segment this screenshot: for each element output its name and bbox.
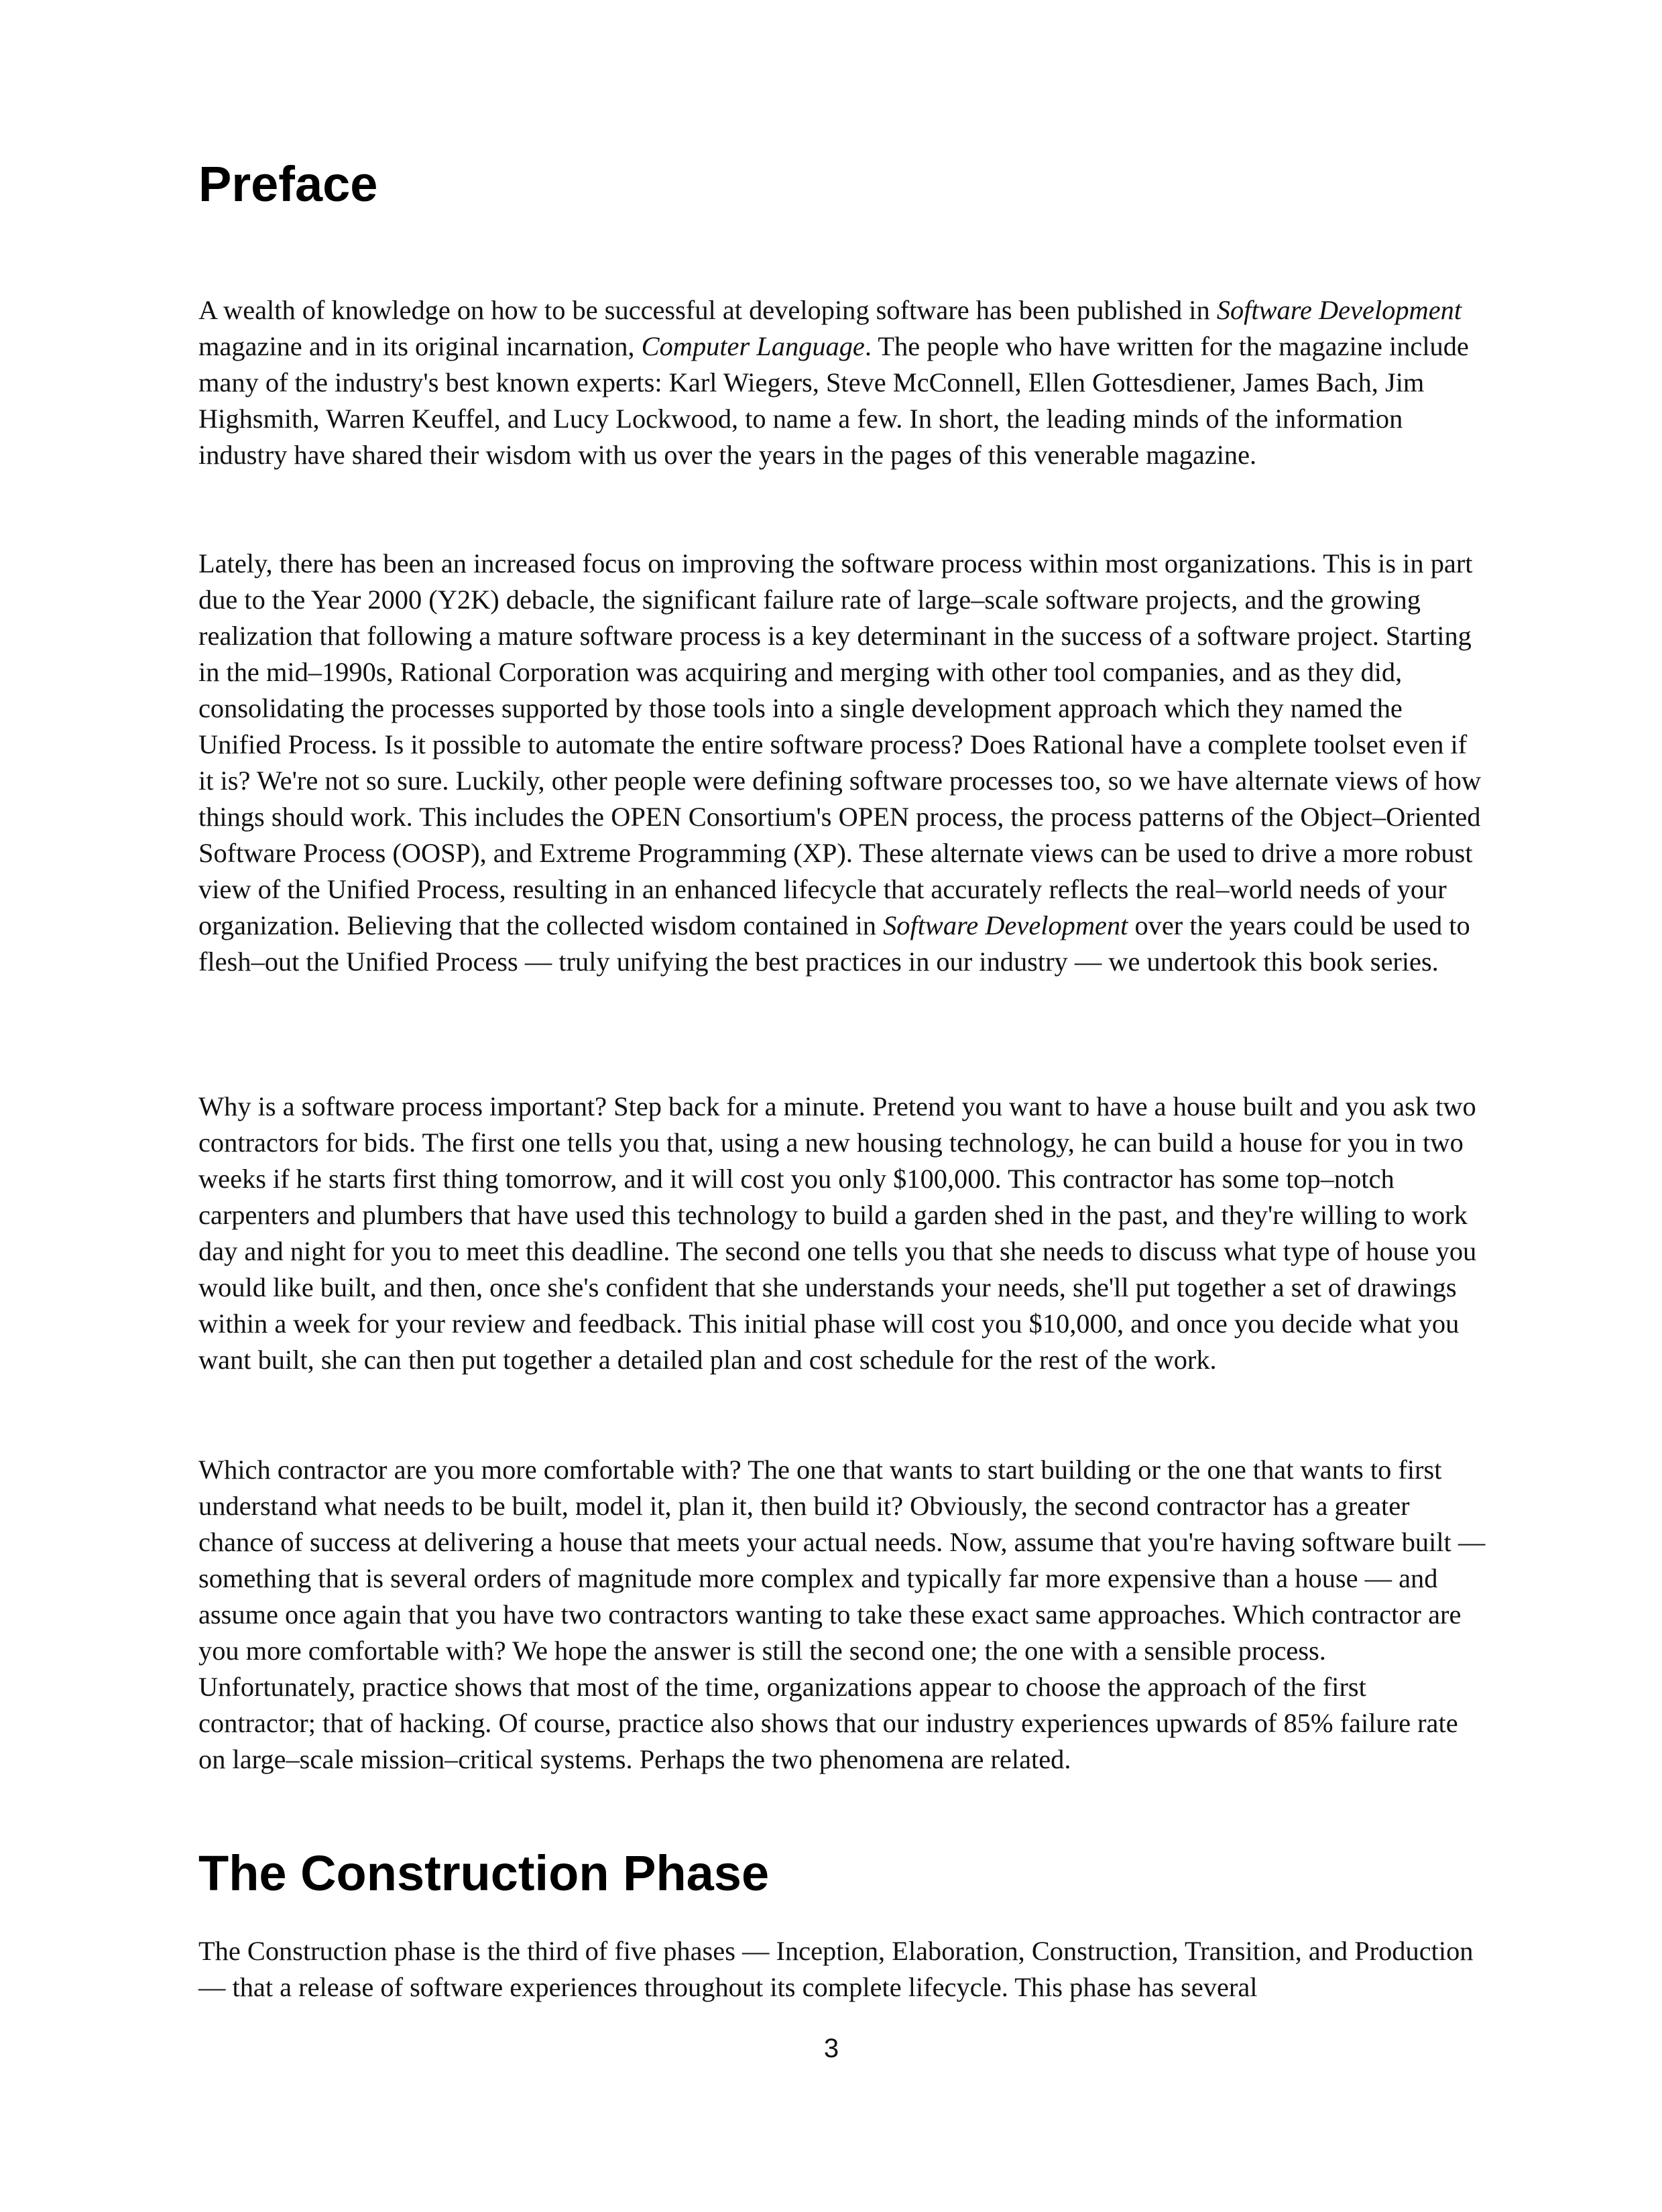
text-run: A wealth of knowledge on how to be successful at developing software has been published in [198, 295, 1217, 325]
magazine-title-italic: Software Development [883, 910, 1128, 940]
preface-paragraph-3: Why is a software process important? Step back for a minute. Pretend you want to have a house built and you ask two contractors for bids. The first one tells you that, using a new housing technology, he can build a house for you in two weeks if he starts first thing tomorrow, and it will cost you only $100,000. This contractor has some top–notch carpenters and plumbers that have used this technology to build a garden shed in the past, and they're willing to work day and night for you to meet this deadline. The second one tells you that she needs to discuss what type of house you would like built, and then, once she's confident that she understands your needs, she'll put together a set of drawings within a week for your review and feedback. This initial phase will cost you $10,000, and once you decide what you want built, she can then put together a detailed plan and cost schedule for the rest of the work. [198, 1091, 1477, 1375]
page-number: 3 [823, 2034, 839, 2063]
magazine-title-italic: Computer Language [641, 331, 865, 361]
construction-paragraph-1: The Construction phase is the third of five phases — Inception, Elaboration, Construction, Transition, and Production — that a release of software experiences throughout its complete lifecycle. This phase has several [198, 1936, 1474, 2002]
preface-heading: Preface [198, 156, 378, 212]
text-run: . The people who have written for the magazine include many of the industry's best known experts: Karl Wiegers, Steve McConnell, Ellen Gottesdiener, James Bach, Jim Highsmith, Warren Keuffel, and Lucy Lockwood, to name a few. In short, the leading minds of the information industry have shared their wisdom with us over the years in the pages of this venerable magazine. [198, 331, 1469, 470]
preface-paragraph-1 [198, 292, 1486, 473]
text-run: over the years could be used to flesh–out the Unified Process — truly unifying the best practices in our industry — we undertook this book series. [198, 910, 1470, 977]
preface-paragraph-4: Which contractor are you more comfortable with? The one that wants to start building or the one that wants to first understand what needs to be built, model it, plan it, then build it? Obviously, the second contractor has a greater chance of success at delivering a house that meets your actual needs. Now, assume that you're having software built — something that is several orders of magnitude more complex and typically far more expensive than a house — and assume once again that you have two contractors wanting to take these exact same approaches. Which contractor are you more comfortable with? We hope the answer is still the second one; the one with a sensible process. Unfortunately, practice shows that most of the time, organizations appear to choose the approach of the first contractor; that of hacking. Of course, practice also shows that our industry experiences upwards of 85% failure rate on large–scale mission–critical systems. Perhaps the two phenomena are related. [198, 1455, 1486, 1774]
preface-paragraph-2 [198, 546, 1486, 980]
construction-phase-heading: The Construction Phase [198, 1845, 770, 1901]
magazine-title-italic: Software Development [1216, 295, 1462, 325]
text-run: Lately, there has been an increased focus on improving the software process within most organizations. This is in part due to the Year 2000 (Y2K) debacle, the significant failure rate of large–scale software projects, and the growing realization that following a mature software process is a key determinant in the success of a software project. Starting in the mid–1990s, Rational Corporation was acquiring and merging with other tool companies, and as they did, consolidating the processes supported by those tools into a single development approach which they named the Unified Process. Is it possible to automate the entire software process? Does Rational have a complete toolset even if it is? We're not so sure. Luckily, other people were defining software processes too, so we have alternate views of how things should work. This includes the OPEN Consortium's OPEN process, the process patterns of the Object–Oriented Software Process (OOSP), and Extreme Programming (XP). These alternate views can be used to drive a more robust view of the Unified Process, resulting in an enhanced lifecycle that accurately reflects the real–world needs of your organization. Believing that the collected wisdom contained in [198, 548, 1482, 940]
text-run: magazine and in its original incarnation, [198, 331, 642, 361]
